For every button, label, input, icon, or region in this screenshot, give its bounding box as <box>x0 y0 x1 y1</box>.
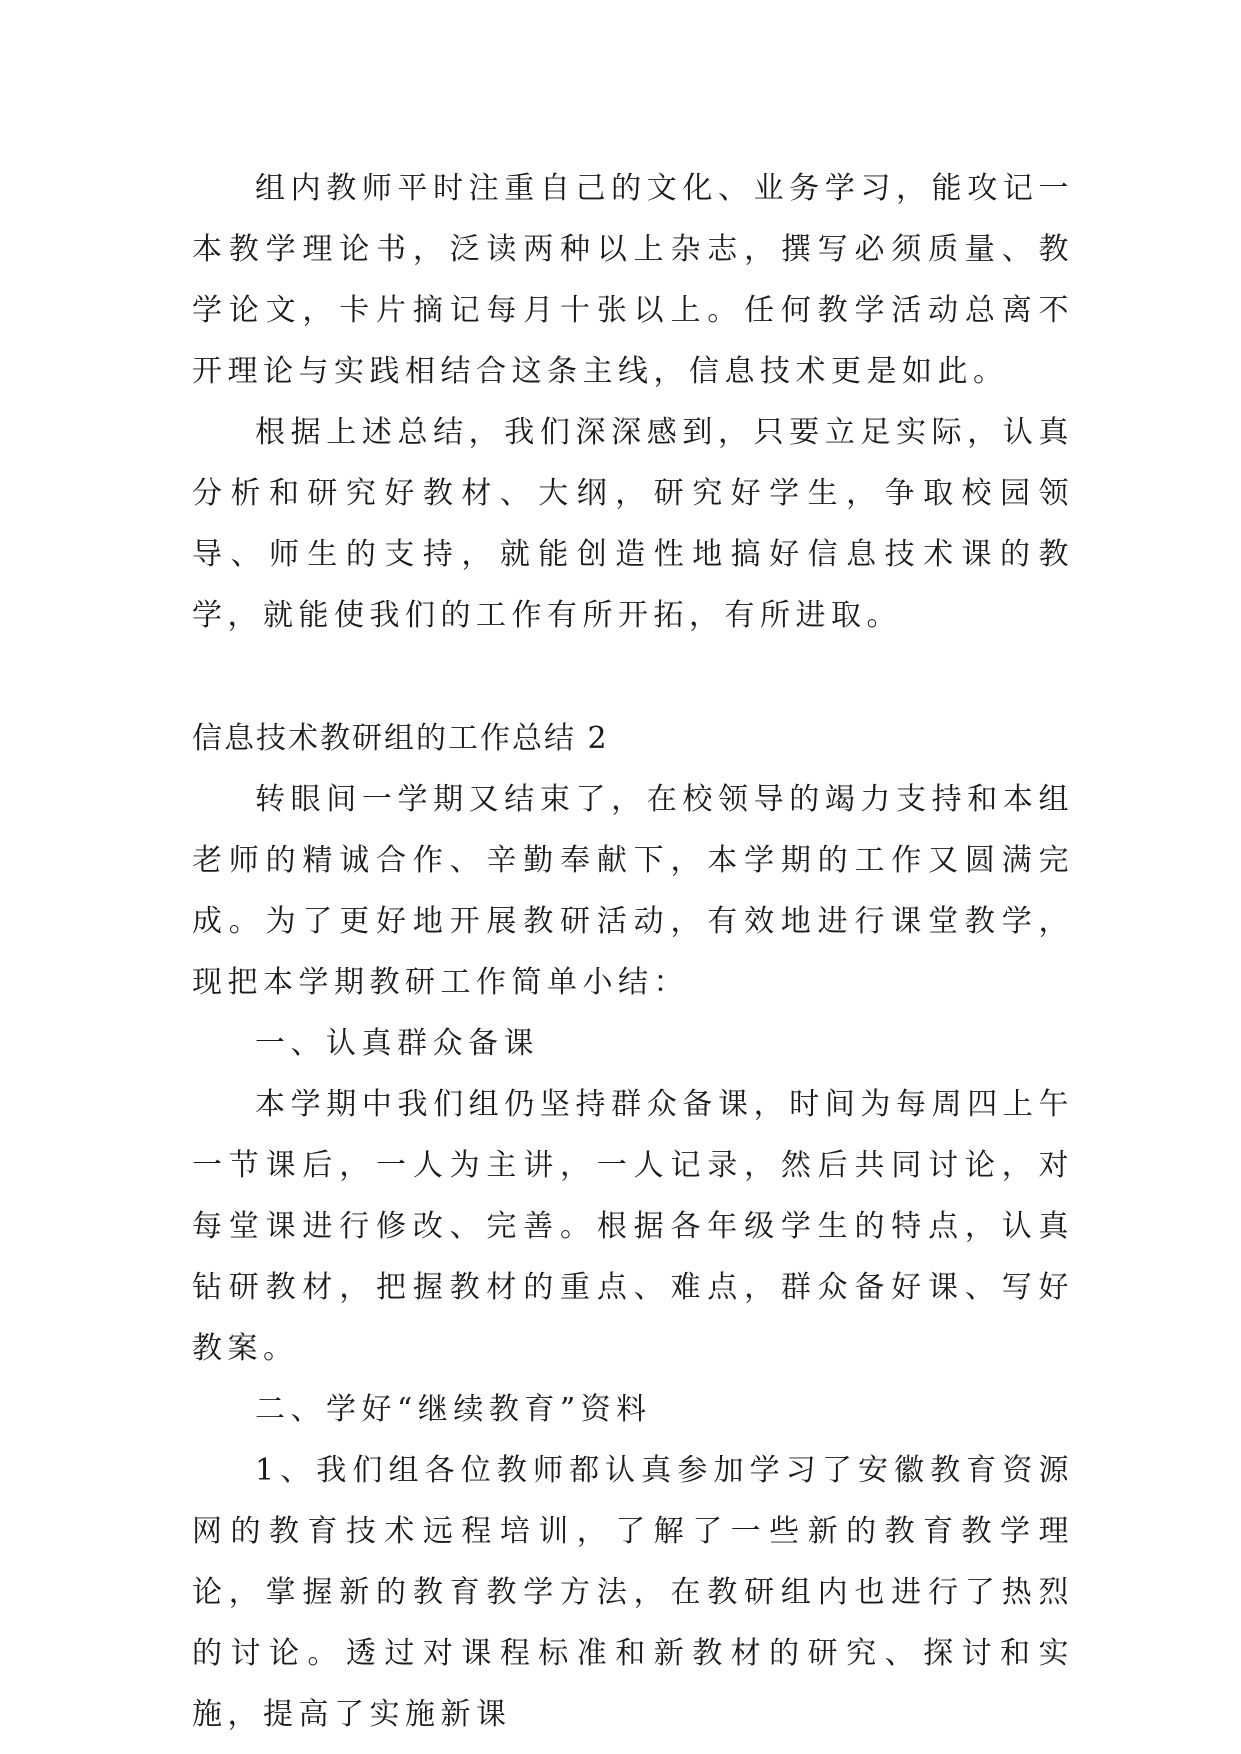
section-title: 信息技术教研组的工作总结 2 <box>192 721 609 756</box>
paragraph-remote-training: 1、我们组各位教师都认真参加学习了安徽教育资源网的教育技术远程培训，了解了一些新的教育教学理论，掌握新的教育教学方法，在教研组内也进行了热烈的讨论。透过对课程标准和新教材的研究、探讨和实施，提高了实施新课 <box>192 1453 1074 1732</box>
paragraph-teacher-study: 组内教师平时注重自己的文化、业务学习，能攻记一本教学理论书，泛读两种以上杂志，撰写必须质量、教学论文，卡片摘记每月十张以上。任何教学活动总离不开理论与实践相结合这条主线，信息技术更是如此。 <box>192 171 1074 389</box>
subheading-group-lesson-prep: 一、认真群众备课 <box>255 1026 539 1061</box>
paragraph-intro: 转眼间一学期又结束了，在校领导的竭力支持和本组老师的精诚合作、辛勤奉献下，本学期的工作又圆满完成。为了更好地开展教研活动，有效地进行课堂教学，现把本学期教研工作简单小结： <box>192 782 1074 1000</box>
document-body <box>192 158 1074 1745</box>
paragraph-group-lesson-prep: 本学期中我们组仍坚持群众备课，时间为每周四上午一节课后，一人为主讲，一人记录，然后共同讨论，对每堂课进行修改、完善。根据各年级学生的特点，认真钻研教材，把握教材的重点、难点，群众备好课、写好教案。 <box>192 1087 1074 1366</box>
paragraph-conclusion: 根据上述总结，我们深深感到，只要立足实际，认真分析和研究好教材、大纲，研究好学生，争取校园领导、师生的支持，就能创造性地搞好信息技术课的教学，就能使我们的工作有所开拓，有所进取。 <box>192 415 1074 633</box>
section-gap <box>192 646 1074 708</box>
subheading-continuing-education: 二、学好“继续教育”资料 <box>255 1392 652 1427</box>
